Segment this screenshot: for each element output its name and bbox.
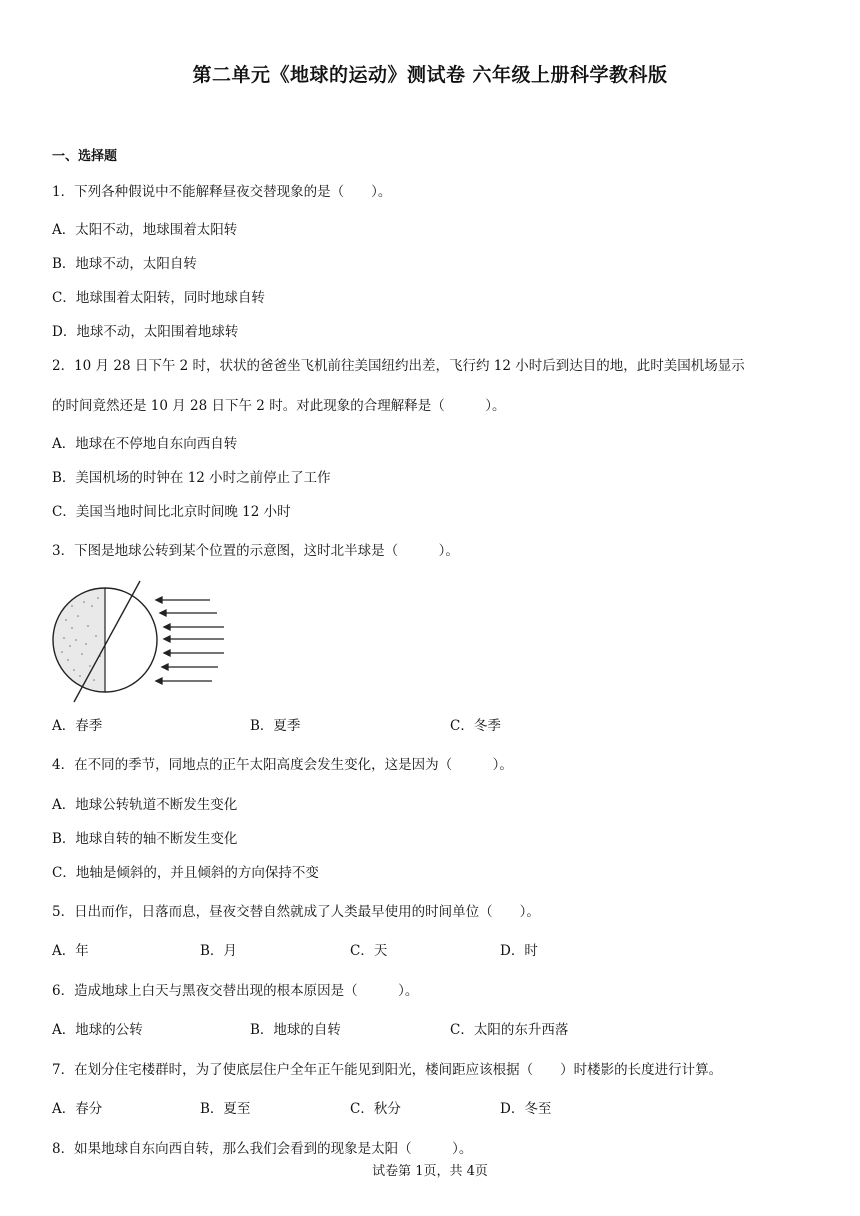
- question-4-option-c: C．地轴是倾斜的，并且倾斜的方向保持不变: [52, 865, 319, 881]
- question-4-option-a: A．地球公转轨道不断发生变化: [52, 797, 238, 813]
- question-6-option-a: A．地球的公转: [52, 1022, 143, 1038]
- question-8-stem: 8．如果地球自东向西自转，那么我们会看到的现象是太阳（ ）。: [52, 1141, 473, 1157]
- question-3-stem: 3．下图是地球公转到某个位置的示意图，这时北半球是（ ）。: [52, 543, 459, 559]
- question-3-option-b: B．夏季: [250, 718, 301, 734]
- question-7-stem: 7．在划分住宅楼群时，为了使底层住户全年正午能见到阳光，楼间距应该根据（ ）时楼影的长度进行计算。: [52, 1062, 723, 1078]
- page-footer: 试卷第 1页，共 4页: [372, 1164, 488, 1179]
- earth-night-side: [53, 588, 105, 692]
- question-6-stem: 6．造成地球上白天与黑夜交替出现的根本原因是（ ）。: [52, 983, 419, 999]
- question-2-stem-line1: 2．10 月 28 日下午 2 时，状状的爸爸坐飞机前往美国纽约出差，飞行约 12 小时后到达目的地，此时美国机场显示: [52, 358, 745, 374]
- question-4-option-b: B．地球自转的轴不断发生变化: [52, 831, 238, 847]
- question-7-option-b: B．夏至: [200, 1101, 251, 1117]
- question-6-option-b: B．地球的自转: [250, 1022, 341, 1038]
- question-7-option-c: C．秋分: [350, 1101, 401, 1117]
- question-5-stem: 5．日出而作，日落而息，昼夜交替自然就成了人类最早使用的时间单位（ ）。: [52, 904, 540, 920]
- question-1-option-a: A．太阳不动，地球围着太阳转: [52, 222, 238, 238]
- question-1-stem: 1．下列各种假说中不能解释昼夜交替现象的是（ ）。: [52, 184, 392, 200]
- question-5-option-c: C．天: [350, 943, 388, 959]
- question-5-option-a: A．年: [52, 943, 89, 959]
- question-4-stem: 4．在不同的季节，同地点的正午太阳高度会发生变化，这是因为（ ）。: [52, 757, 513, 773]
- question-3-option-a: A．春季: [52, 718, 103, 734]
- question-1-option-d: D．地球不动，太阳围着地球转: [52, 324, 239, 340]
- question-7-option-d: D．冬至: [500, 1101, 552, 1117]
- question-7-option-a: A．春分: [52, 1101, 103, 1117]
- question-2-stem-line2: 的时间竟然还是 10 月 28 日下午 2 时。对此现象的合理解释是（ ）。: [52, 398, 506, 414]
- question-1-option-c: C．地球围着太阳转，同时地球自转: [52, 290, 265, 306]
- question-1-option-b: B．地球不动，太阳自转: [52, 256, 197, 272]
- question-5-option-b: B．月: [200, 943, 237, 959]
- question-6-option-c: C．太阳的东升西落: [450, 1022, 569, 1038]
- section-heading: 一、选择题: [52, 149, 118, 164]
- earth-orbit-diagram: [52, 576, 232, 706]
- question-3-options: [52, 714, 812, 734]
- question-6-options: [52, 1018, 812, 1038]
- question-3-option-c: C．冬季: [450, 718, 501, 734]
- question-2-option-c: C．美国当地时间比北京时间晚 12 小时: [52, 504, 291, 520]
- question-5-option-d: D．时: [500, 943, 538, 959]
- question-7-options: [52, 1097, 812, 1117]
- question-2-option-a: A．地球在不停地自东向西自转: [52, 436, 238, 452]
- question-5-options: [52, 939, 812, 959]
- page-title: 第二单元《地球的运动》测试卷 六年级上册科学教科版: [192, 64, 668, 86]
- sunlight-arrows: [156, 597, 224, 684]
- question-2-option-b: B．美国机场的时钟在 12 小时之前停止了工作: [52, 470, 331, 486]
